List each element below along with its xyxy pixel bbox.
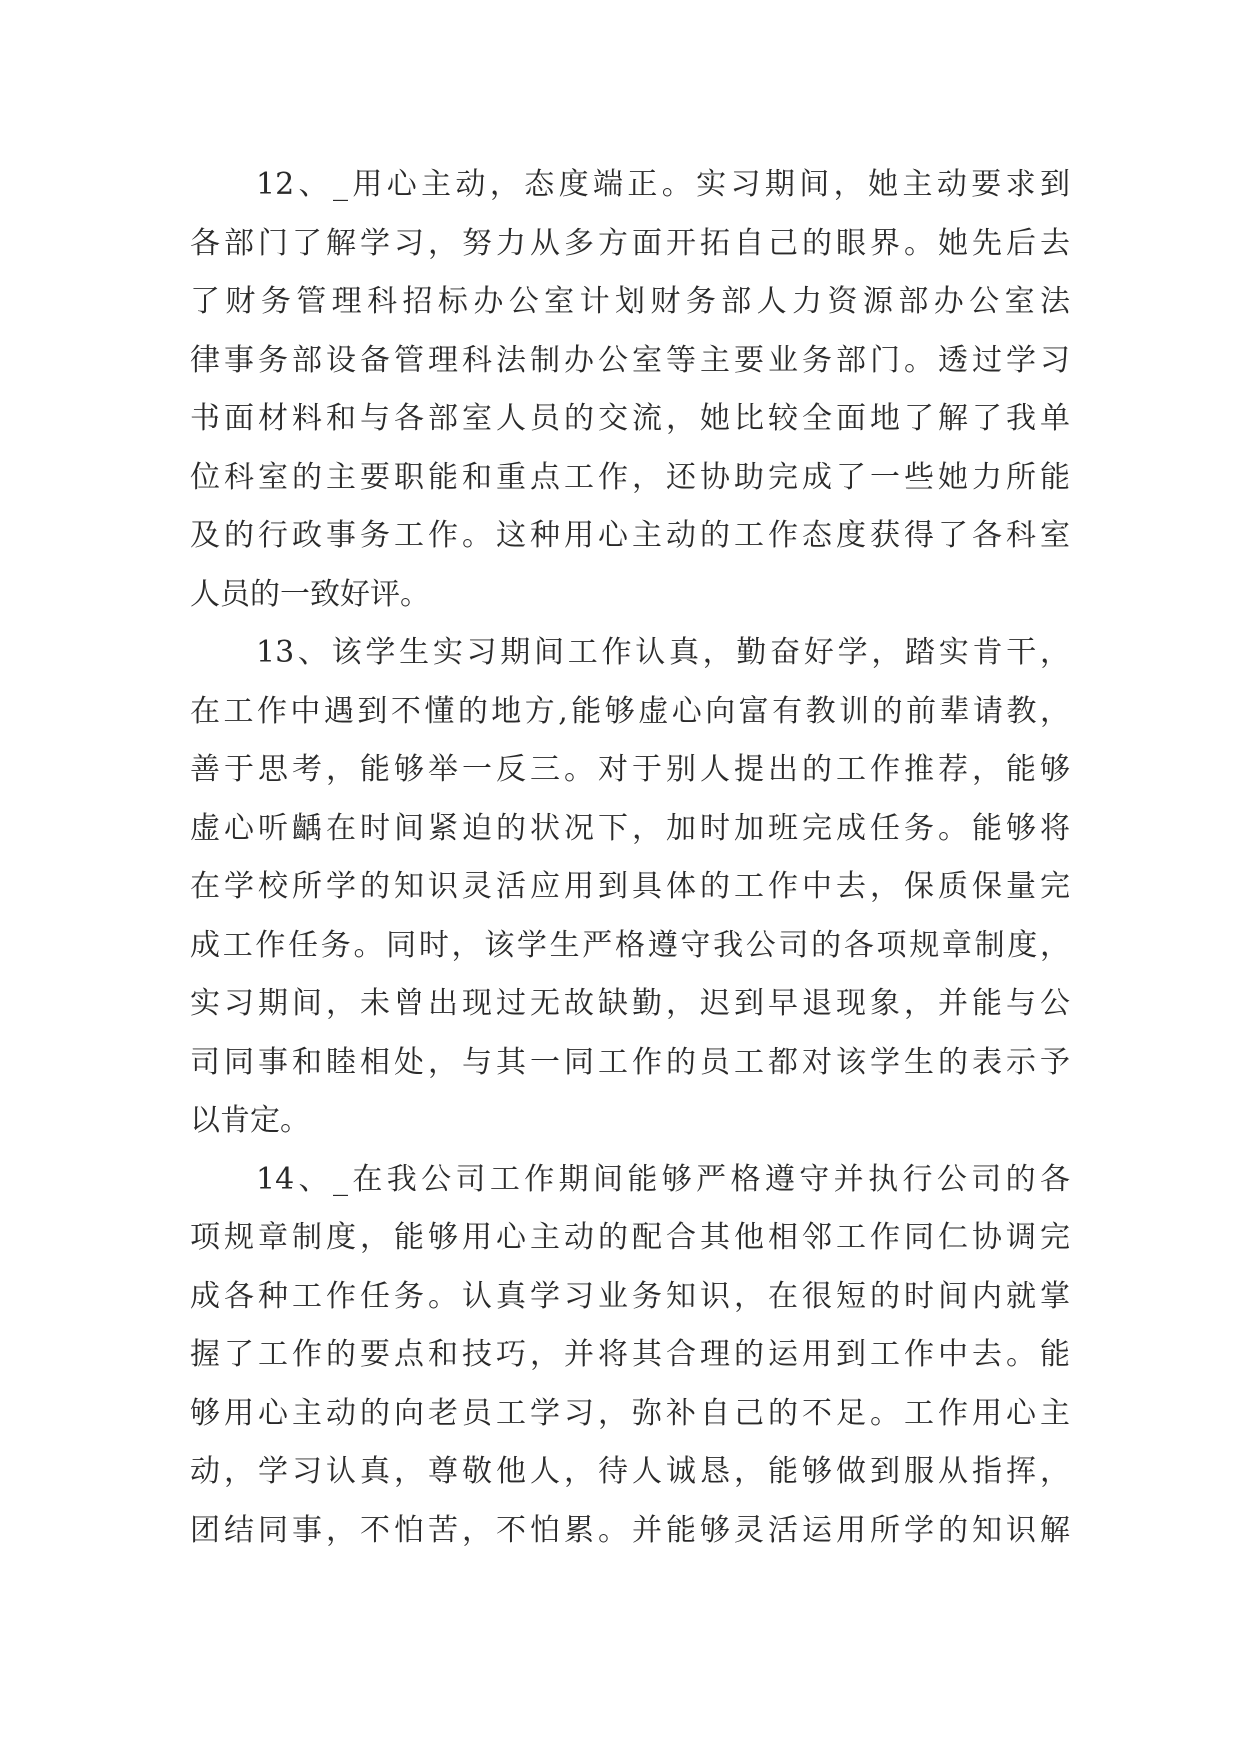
text-line: 够用心主动的向老员工学习，弥补自己的不足。工作用心主 (190, 1395, 1070, 1431)
text-line: 在工作中遇到不懂的地方,能够虚心向富有教训的前辈请教， (190, 693, 1070, 729)
text-line: 13、该学生实习期间工作认真，勤奋好学，踏实肯干， (256, 635, 1070, 670)
text-line: 14、_在我公司工作期间能够严格遵守并执行公司的各 (256, 1161, 1070, 1197)
text-line: 及的行政事务工作。这种用心主动的工作态度获得了各科室 (190, 518, 1070, 553)
text-line: 虚心听齲在时间紧迫的状况下，加时加班完成任务。能够将 (190, 810, 1070, 846)
text-line: 动，学习认真，尊敬他人，待人诚恳，能够做到服从指挥， (190, 1454, 1070, 1489)
text-line: 善于思考，能够举一反三。对于别人提出的工作推荐，能够 (190, 752, 1070, 787)
text-line: 成各种工作任务。认真学习业务知识，在很短的时间内就掌 (190, 1278, 1070, 1314)
text-line: 成工作任务。同时，该学生严格遵守我公司的各项规章制度， (190, 927, 1070, 963)
text-line: 人员的一致好评。 (190, 576, 430, 612)
text-line: 项规章制度，能够用心主动的配合其他相邻工作同仁协调完 (190, 1220, 1070, 1255)
text-line: 书面材料和与各部室人员的交流，她比较全面地了解了我单 (190, 401, 1070, 436)
text-line: 在学校所学的知识灵活应用到具体的工作中去，保质保量完 (190, 869, 1070, 904)
text-line: 团结同事，不怕苦，不怕累。并能够灵活运用所学的知识解 (190, 1512, 1070, 1548)
document-body (190, 156, 1070, 1560)
paragraph-14 (190, 1151, 1070, 1561)
text-line: 位科室的主要职能和重点工作，还协助完成了一些她力所能 (190, 459, 1070, 495)
text-line: 握了工作的要点和技巧，并将其合理的运用到工作中去。能 (190, 1337, 1070, 1372)
text-line: 司同事和睦相处，与其一同工作的员工都对该学生的表示予 (190, 1044, 1070, 1080)
text-line: 12、_用心主动，态度端正。实习期间，她主动要求到 (256, 167, 1070, 202)
paragraph-13 (190, 624, 1070, 1151)
text-line: 了财务管理科招标办公室计划财务部人力资源部办公室法 (190, 284, 1070, 319)
paragraph-12 (190, 156, 1070, 624)
text-line: 以肯定。 (190, 1103, 310, 1138)
text-line: 各部门了解学习，努力从多方面开拓自己的眼界。她先后去 (190, 225, 1070, 261)
text-line: 实习期间，未曾出现过无故缺勤，迟到早退现象，并能与公 (190, 986, 1070, 1021)
text-line: 律事务部设备管理科法制办公室等主要业务部门。透过学习 (190, 342, 1070, 378)
